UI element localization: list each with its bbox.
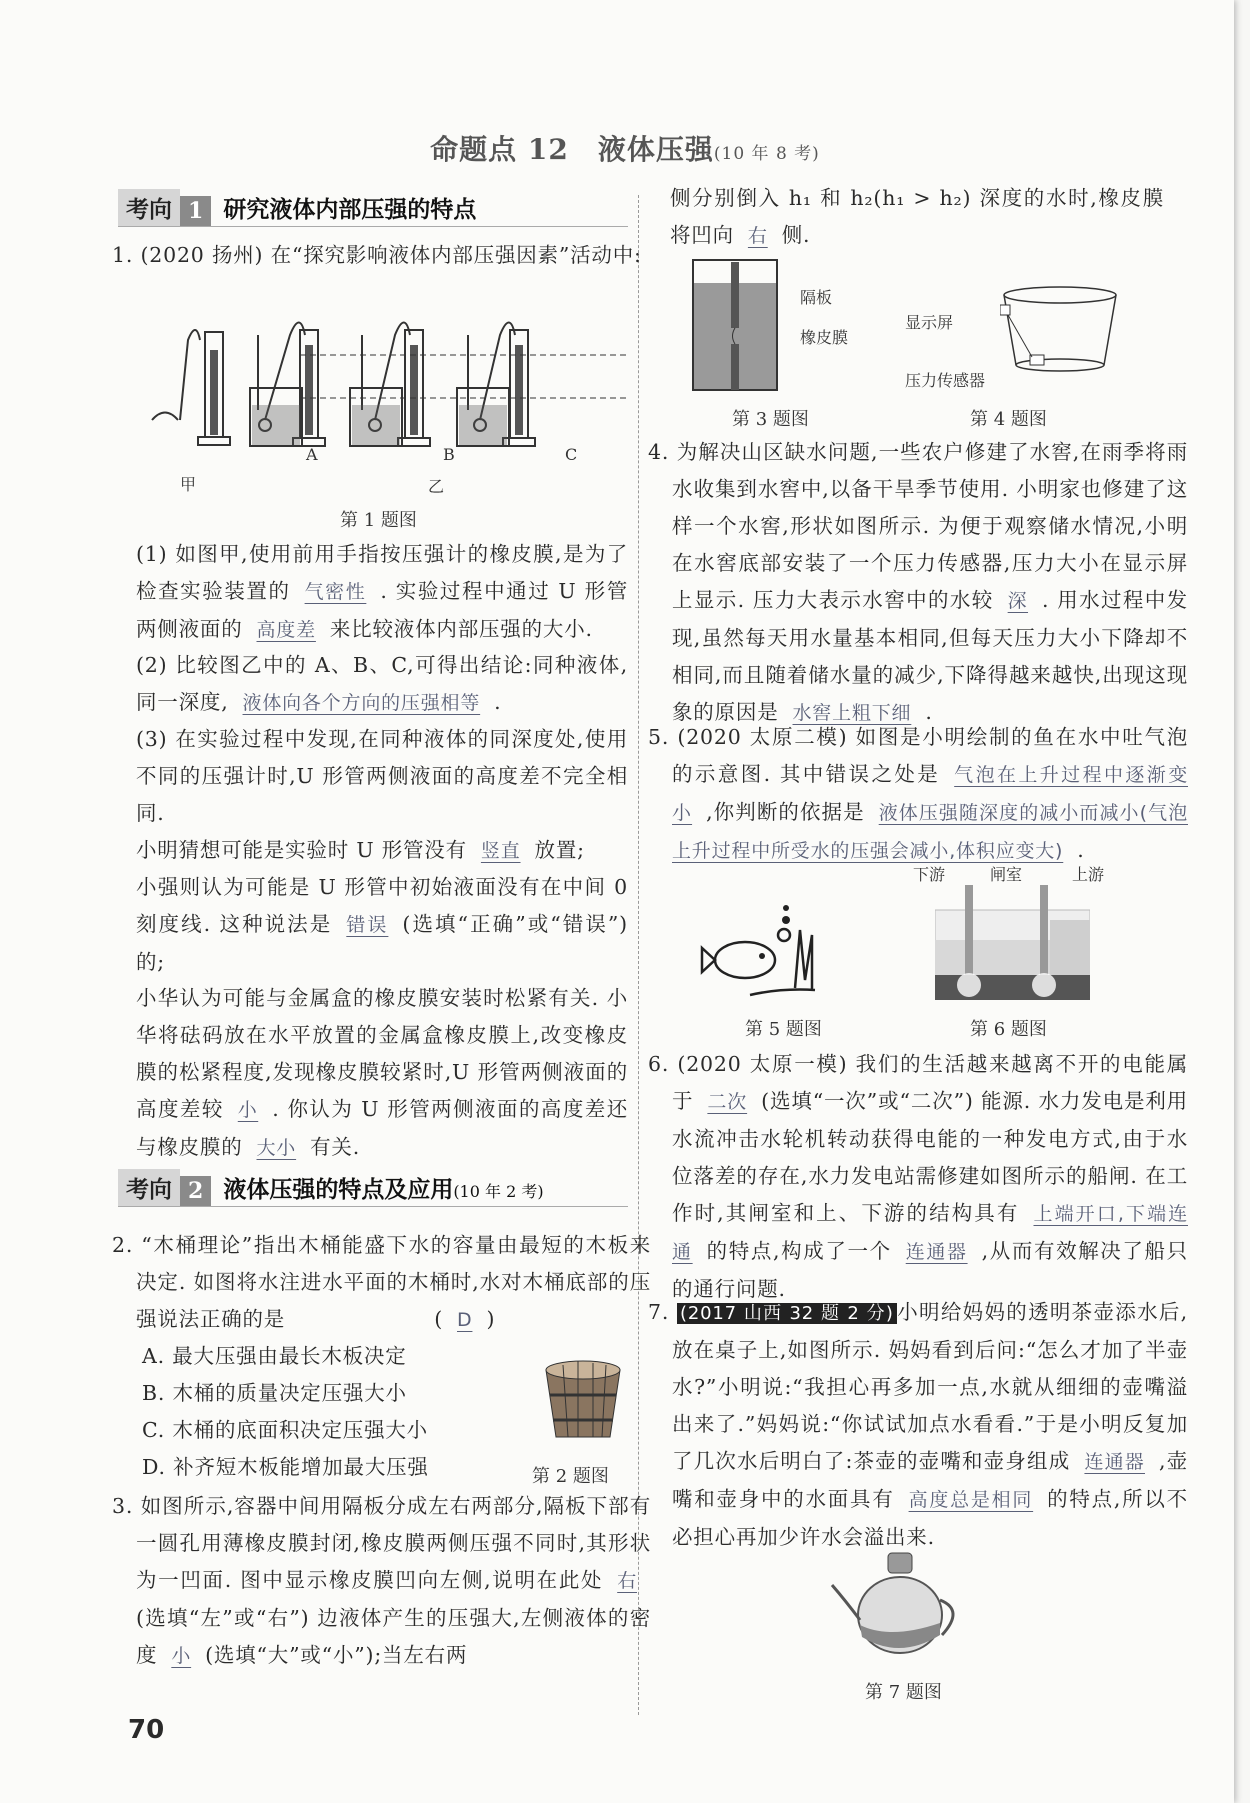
text-segment: . bbox=[494, 690, 502, 714]
answer-blank: 连通器 bbox=[1084, 1451, 1145, 1473]
topic-title-note: (10 年 8 考) bbox=[713, 144, 820, 164]
question-1 bbox=[112, 237, 651, 274]
figure-1-label-jia: 甲 bbox=[180, 475, 197, 494]
topic-title bbox=[0, 128, 1250, 168]
section-title-text: 液体压强的特点及应用 bbox=[223, 1177, 454, 1203]
text-segment: 侧分别倒入 h₁ 和 h₂(h₁ > h₂) 深度的水时,橡皮膜将凹向 bbox=[670, 186, 1164, 247]
question-7-body bbox=[672, 1300, 1188, 1549]
figure-6-label-downstream: 下游 bbox=[913, 865, 946, 884]
figure-3-label-membrane: 橡皮膜 bbox=[800, 328, 849, 347]
figure-5-caption: 第 5 题图 bbox=[745, 1019, 822, 1040]
section-title bbox=[223, 1171, 543, 1206]
question-4 bbox=[648, 434, 1188, 732]
question-2-options bbox=[142, 1338, 502, 1486]
section-number: 1 bbox=[180, 196, 211, 226]
question-1-part-3 bbox=[136, 721, 628, 832]
question-2 bbox=[112, 1227, 651, 1339]
text-segment: (2) 比较图乙中的 A、B、C,可得出结论:同种液体,同一深度, bbox=[136, 653, 628, 714]
text-segment: 小明猜想可能是实验时 U 形管没有 bbox=[136, 838, 467, 862]
text-segment: ,壶嘴和壶身中的水面具有 bbox=[672, 1449, 1189, 1511]
figure-1-label-b: B bbox=[443, 445, 455, 464]
text-segment: . bbox=[925, 700, 933, 724]
page-number: 70 bbox=[128, 1715, 165, 1745]
question-number: 7. bbox=[648, 1300, 670, 1324]
source-tag: (2017 山西 32 题 2 分) bbox=[677, 1303, 897, 1324]
option-d: D. 补齐短木板能增加最大压强 bbox=[142, 1455, 429, 1479]
figure-6-ship-lock bbox=[935, 885, 1090, 1000]
text-segment: (选填“一次”或“二次”) 能源. 水力发电是利用水流冲击水轮机转动获得电能的一种发电方式,由于水位落差的存在,水力发电站需修建如图所示的船闸. 在工作时,其闸室和上、下游的结构具有 bbox=[672, 1089, 1188, 1225]
text-segment: 来比较液体内部压强的大小. bbox=[329, 617, 593, 641]
figure-1-label-yi: 乙 bbox=[428, 477, 445, 496]
answer-blank: 液体压强随深度的减小而减小(气泡上升过程中所受水的压强会减小,体积应变大) bbox=[672, 802, 1188, 862]
answer-blank: 液体向各个方向的压强相等 bbox=[242, 692, 481, 714]
figure-3-label-partition: 隔板 bbox=[800, 288, 833, 307]
answer-blank: 连通器 bbox=[905, 1241, 968, 1263]
figure-6-label-upstream: 上游 bbox=[1072, 865, 1105, 884]
text-segment: 6. (2020 太原一模) 我们的生活越来越离不开的电能属于 bbox=[648, 1052, 1188, 1113]
figure-7-teapot bbox=[830, 1545, 970, 1670]
answer-blank: 右 bbox=[747, 225, 768, 247]
question-1-part-2 bbox=[136, 647, 628, 722]
column-divider bbox=[638, 195, 639, 1715]
text-segment: ,从而有效解决了船只的通行问题. bbox=[672, 1239, 1188, 1301]
answer-blank: 高度总是相同 bbox=[908, 1489, 1034, 1511]
text-segment: (选填“大”或“小”);当左右两 bbox=[205, 1643, 468, 1667]
question-1-guess-xiaoming bbox=[136, 832, 628, 870]
question-5 bbox=[648, 719, 1188, 870]
figure-4-caption: 第 4 题图 bbox=[970, 409, 1047, 430]
text-segment: 2. “木桶理论”指出木桶能盛下水的容量由最短的木板来决定. 如图将水注进水平面的木桶时,水对木桶底部的压强说法正确的是 ( bbox=[112, 1233, 651, 1331]
section-number: 2 bbox=[180, 1176, 211, 1206]
text-segment: . 用水过程中发现,虽然每天用水量基本相同,但每天压力大小下降却不相同,而且随着储水量的减少,下降得越来越快,出现这现象的原因是 bbox=[672, 588, 1188, 724]
text-segment: 3. 如图所示,容器中间用隔板分成左右两部分,隔板下部有一圆孔用薄橡皮膜封闭,橡皮膜两侧压强不同时,其形状为一凹面. 图中显示橡皮膜凹向左侧,说明在此处 bbox=[112, 1494, 651, 1592]
question-1-guess-xiaoqiang bbox=[136, 869, 628, 981]
text-segment: 有关. bbox=[310, 1135, 361, 1159]
answer-blank: 竖直 bbox=[480, 840, 521, 862]
option-b: B. 木桶的质量决定压强大小 bbox=[142, 1381, 407, 1405]
figure-1-label-a: A bbox=[306, 445, 318, 464]
topic-title-text: 命题点 12 液体压强 bbox=[430, 133, 714, 166]
text-segment: 4. 为解决山区缺水问题,一些农户修建了水窖,在雨季将雨水收集到水窖中,以备干旱季节使用. 小明家也修建了这样一个水窖,形状如图所示. 为便于观察储水情况,小明在水窖底部安装了一个压力传感器,压力大小在显示屏上显示. 压力大表示水窖中的水较 bbox=[648, 440, 1188, 612]
answer-blank: 二次 bbox=[707, 1091, 748, 1113]
figure-5-fish-bubbles bbox=[700, 900, 820, 1000]
text-segment: ,你判断的依据是 bbox=[706, 800, 865, 824]
section-note: (10 年 2 考) bbox=[453, 1182, 544, 1201]
text-segment: . bbox=[1077, 838, 1085, 862]
question-3-continued bbox=[670, 180, 1164, 255]
answer-blank: 小 bbox=[237, 1099, 259, 1121]
answer-blank: 大小 bbox=[256, 1137, 297, 1159]
figure-2-caption: 第 2 题图 bbox=[532, 1466, 609, 1487]
figure-7-caption: 第 7 题图 bbox=[865, 1682, 942, 1703]
text-segment: (3) 在实验过程中发现,在同种液体的同深度处,使用不同的压强计时,U 形管两侧液面的高度差不完全相同. bbox=[136, 727, 628, 825]
section-header-1 bbox=[118, 190, 628, 227]
question-6 bbox=[648, 1046, 1188, 1308]
figure-4-label-sensor: 压力传感器 bbox=[905, 371, 986, 390]
answer-blank: 小 bbox=[171, 1645, 192, 1667]
figure-1-caption: 第 1 题图 bbox=[340, 510, 417, 531]
text-segment: (选填“左”或“右”) 边液体产生的压强大,左侧液体的密度 bbox=[136, 1606, 651, 1667]
question-3 bbox=[112, 1488, 651, 1675]
figure-4-label-display: 显示屏 bbox=[905, 313, 954, 332]
answer-blank: 错误 bbox=[346, 914, 389, 936]
text-segment: (选填“正确”或“错误”)的; bbox=[136, 912, 628, 974]
text-segment: 小强则认为可能是 U 形管中初始液面没有在中间 0 刻度线. 这种说法是 bbox=[136, 875, 628, 936]
text-segment: 1. (2020 扬州) 在“探究影响液体内部压强因素”活动中: bbox=[112, 243, 642, 267]
option-a: A. 最大压强由最长木板决定 bbox=[142, 1344, 407, 1368]
text-segment: . 实验过程中通过 U 形管两侧液面的 bbox=[136, 579, 628, 641]
text-segment: 5. (2020 太原二模) 如图是小明绘制的鱼在水中吐气泡的示意图. 其中错误之处是 bbox=[648, 725, 1188, 786]
answer-blank: 高度差 bbox=[256, 619, 316, 641]
section-label: 考向 bbox=[118, 189, 180, 226]
answer-blank: 上端开口,下端连通 bbox=[672, 1203, 1188, 1263]
text-segment: (1) 如图甲,使用前用手指按压强计的橡皮膜,是为了检查实验装置的 bbox=[136, 542, 628, 603]
text-segment: 小明给妈妈的透明茶壶添水后,放在桌子上,如图所示. 妈妈看到后问:“怎么才加了半壶水?”小明说:“我担心再多加一点,水就从细细的壶嘴溢出来了.”妈妈说:“你试试加点水看看.”于是小明反复加了几次水后明白了:茶壶的壶嘴和壶身组成 bbox=[672, 1300, 1189, 1473]
text-segment: 侧. bbox=[781, 223, 811, 247]
text-segment: 的特点,所以不必担心再加少许水会溢出来. bbox=[672, 1487, 1188, 1549]
answer-blank: D bbox=[457, 1309, 473, 1331]
text-segment: 放置; bbox=[534, 838, 585, 862]
figure-2-wooden-bucket bbox=[538, 1355, 628, 1445]
section-title: 研究液体内部压强的特点 bbox=[223, 197, 477, 223]
section-header-2 bbox=[118, 1170, 628, 1207]
answer-blank: 气密性 bbox=[304, 581, 367, 603]
figure-1-label-c: C bbox=[565, 445, 578, 464]
answer-blank: 水窖上粗下细 bbox=[792, 702, 912, 724]
answer-blank: 气泡在上升过程中逐渐变小 bbox=[672, 764, 1188, 824]
question-1-guess-xiaohua bbox=[136, 980, 628, 1167]
section-label: 考向 bbox=[118, 1169, 180, 1206]
figure-1-pressure-gauges bbox=[140, 310, 630, 490]
figure-4-water-cellar bbox=[1000, 285, 1120, 375]
answer-blank: 右 bbox=[617, 1570, 637, 1592]
text-segment: ) bbox=[486, 1307, 496, 1331]
figure-6-label-chamber: 闸室 bbox=[990, 865, 1023, 884]
option-c: C. 木桶的底面积决定压强大小 bbox=[142, 1418, 428, 1442]
question-7 bbox=[648, 1294, 1188, 1556]
answer-blank: 深 bbox=[1007, 590, 1029, 612]
text-segment: 的特点,构成了一个 bbox=[706, 1239, 892, 1263]
text-segment: . 你认为 U 形管两侧液面的高度差还与橡皮膜的 bbox=[136, 1097, 628, 1159]
figure-3-caption: 第 3 题图 bbox=[732, 409, 809, 430]
text-segment: 小华认为可能与金属盒的橡皮膜安装时松紧有关. 小华将砝码放在水平放置的金属盒橡皮膜上,改变橡皮膜的松紧程度,发现橡皮膜较紧时,U 形管两侧液面的高度差较 bbox=[136, 986, 628, 1121]
question-1-part-1 bbox=[136, 536, 628, 649]
figure-6-caption: 第 6 题图 bbox=[970, 1019, 1047, 1040]
figure-3-container-partition bbox=[690, 258, 780, 393]
